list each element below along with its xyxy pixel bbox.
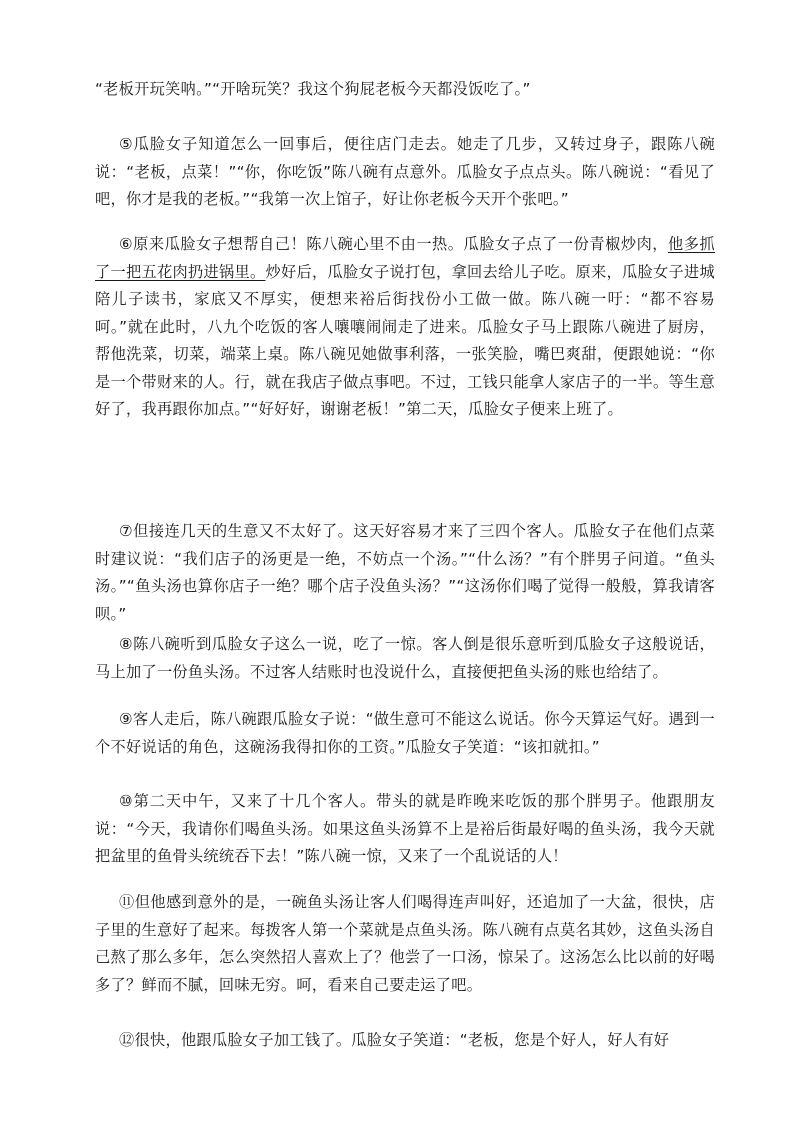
paragraph-11: ⑪但他感到意外的是，一碗鱼头汤让客人们喝得连声叫好，还追加了一大盆，很快，店子里的生意好了起来。每拨客人第一个菜就是点鱼头汤。陈八碗有点莫名其妙，这鱼头汤自己熬了那么多年，怎么突然招人喜欢上了？他尝了一口汤，惊呆了。这汤怎么比以前的好喝多了？鲜而不腻，回味无穷。呵，看来自己要走运了吧。 xyxy=(95,893,715,994)
paragraph-10: ⑩第二天中午，又来了十几个客人。带头的就是昨晚来吃饭的那个胖男子。他跟朋友说：“今天，我请你们喝鱼头汤。如果这鱼头汤算不上是裕后街最好喝的鱼头汤，我今天就把盆里的鱼骨头统统吞下去！”陈八碗一惊，又来了一个乱说话的人！ xyxy=(95,792,715,865)
underlined-sentence: 他多抓了一把五花肉扔进锅里。 xyxy=(95,235,715,281)
paragraph-8: ⑧陈八碗听到瓜脸女子这么一说，吃了一惊。客人倒是很乐意听到瓜脸女子这般说话，马上加了一份鱼头汤。不过客人结账时也没说什么，直接便把鱼头汤的账也给结了。 xyxy=(95,635,715,681)
paragraph-6 xyxy=(95,231,715,424)
paragraph-12: ⑫很快，他跟瓜脸女子加工钱了。瓜脸女子笑道：“老板，您是个好人，好人有好 xyxy=(119,1031,670,1049)
paragraph-5: ⑤瓜脸女子知道怎么一回事后，便往店门走去。她走了几步，又转过身子，跟陈八碗说：“老板，点菜！”“你，你吃饭”陈八碗有点意外。瓜脸女子点点头。陈八碗说：“看见了吧，你才是我的老板。”“我第一次上馆子，好让你老板今天开个张吧。” xyxy=(95,135,715,208)
paragraph-6-text-after: 炒好后，瓜脸女子说打包，拿回去给儿子吃。原来，瓜脸女子进城陪儿子读书，家底又不厚实，便想来裕后街找份小工做一做。陈八碗一吁：“都不容易呵。”就在此时，八九个吃饭的客人嚷嚷闹闹走了进来。瓜脸女子马上跟陈八碗进了厨房，帮他洗菜，切菜，端菜上桌。陈八碗见她做事利落，一张笑脸，嘴巴爽甜，便跟她说：“你是一个带财来的人。行，就在我店子做点事吧。不过，工钱只能拿人家店子的一半。等生意好了，我再跟你加点。”“好好好，谢谢老板！”第二天，瓜脸女子便来上班了。 xyxy=(95,262,715,418)
paragraph-7: ⑦但接连几天的生意又不太好了。这天好容易才来了三四个客人。瓜脸女子在他们点菜时建议说：“我们店子的汤更是一绝，不妨点一个汤。”“什么汤？”有个胖男子问道。“鱼头汤。”“鱼头汤也算你店子一绝？哪个店子没鱼头汤？”“这汤你们喝了觉得一般般，算我请客呗。” xyxy=(95,522,715,623)
paragraph-9: ⑨客人走后，陈八碗跟瓜脸女子说：“做生意可不能这么说话。你今天算运气好。遇到一个不好说话的角色，这碗汤我得扣你的工资。”瓜脸女子笑道：“该扣就扣。” xyxy=(95,710,715,756)
paragraph-1: “老板开玩笑呐。”“开啥玩笑？我这个狗屁老板今天都没饭吃了。” xyxy=(95,80,531,98)
paragraph-6-text-before: ⑥原来瓜脸女子想帮自己！陈八碗心里不由一热。瓜脸女子点了一份青椒炒肉， xyxy=(119,235,669,253)
